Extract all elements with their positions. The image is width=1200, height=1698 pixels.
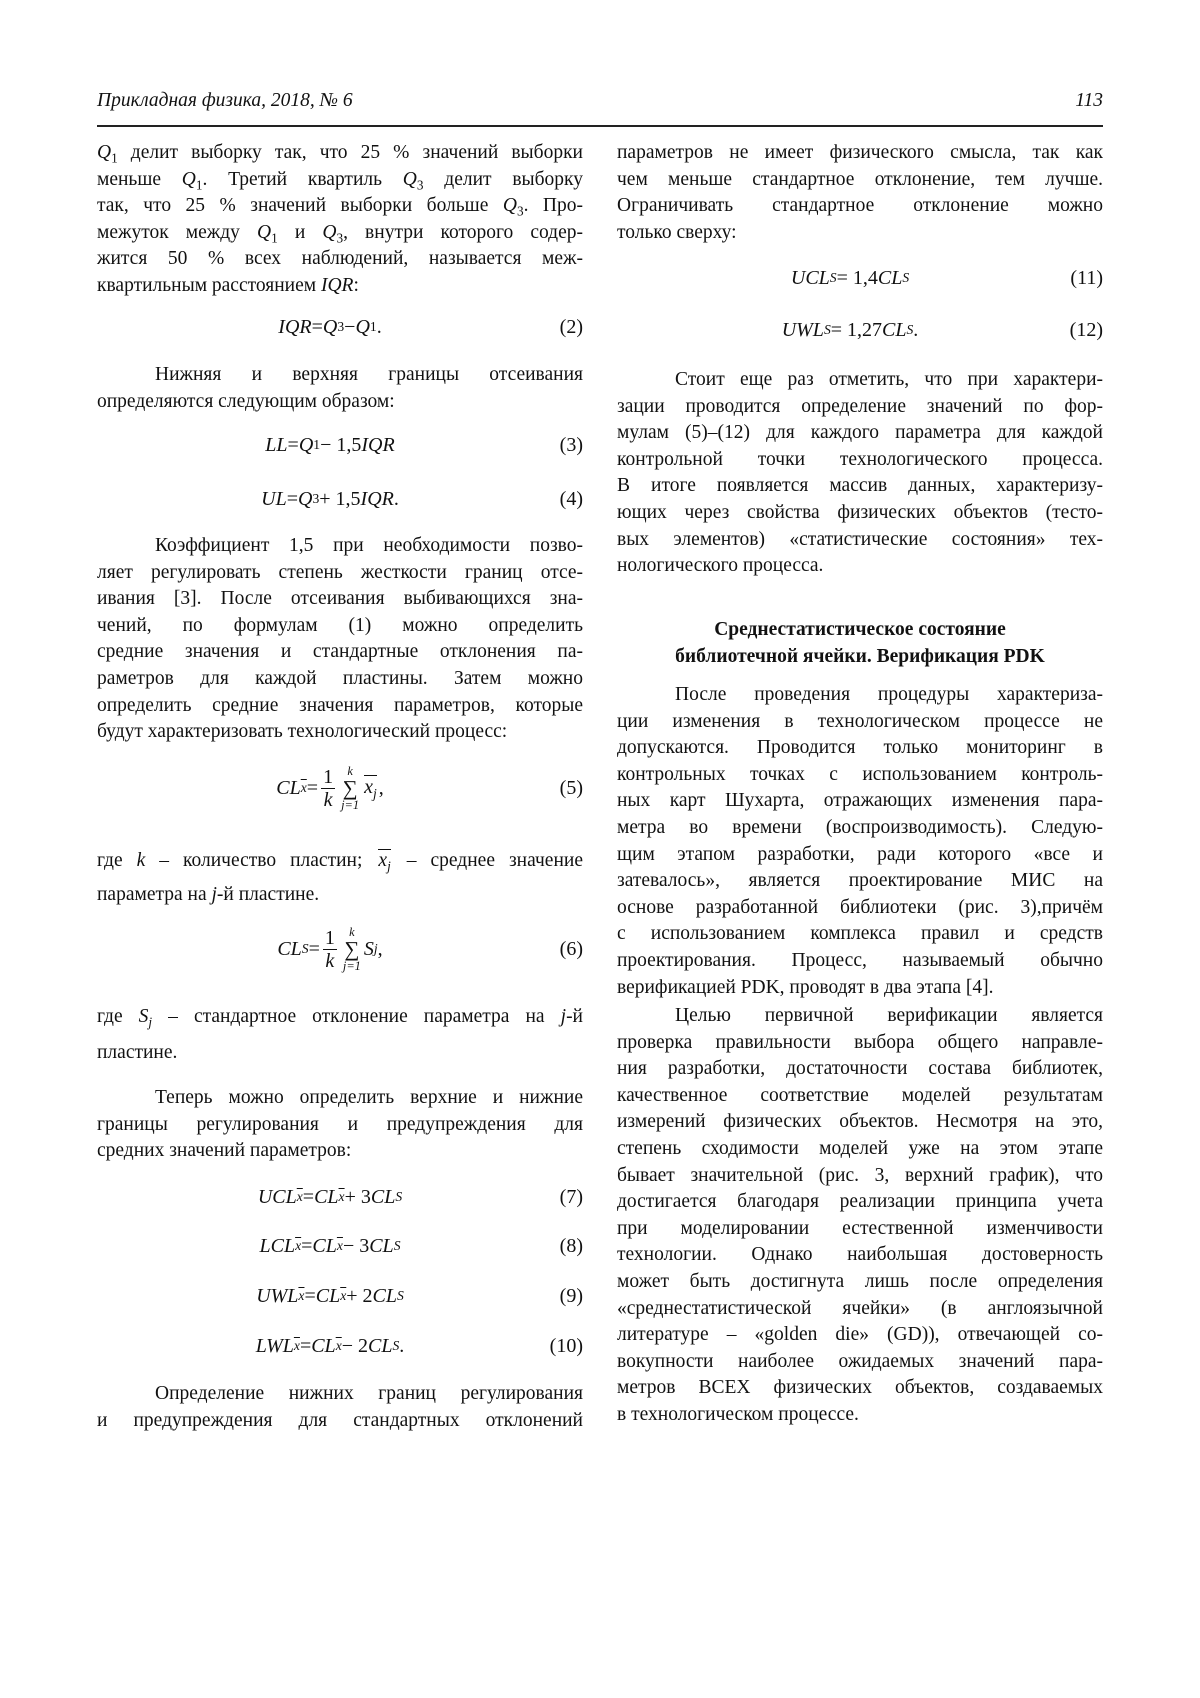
paragraph-where-k <box>97 844 583 912</box>
math-subscript-mean: x <box>336 1338 342 1354</box>
text-run: − 3 <box>343 1235 369 1258</box>
math-symbol: x <box>364 776 373 798</box>
text-line: пластине. <box>97 1035 583 1071</box>
text-line: основе разработанной библиотеки (рис. 3),причём <box>617 895 1103 922</box>
text-run: где <box>97 850 137 871</box>
math-symbol: LCL <box>260 1235 296 1258</box>
math-subscript: j <box>148 1015 152 1030</box>
equation-number: (5) <box>533 777 583 800</box>
text-line <box>97 878 583 912</box>
text-line: ляет регулировать степень жесткости границ отсе- <box>97 560 583 587</box>
math-symbol: Q <box>299 434 313 457</box>
text-line: в технологическом процессе. <box>617 1402 1103 1429</box>
math-symbol: IQR <box>321 275 354 296</box>
math-fraction <box>321 766 335 811</box>
equation-expression <box>97 488 533 511</box>
math-symbol: CL <box>277 938 301 961</box>
text-run: , <box>379 777 384 800</box>
text-line <box>97 273 583 300</box>
math-symbol: CL <box>878 267 902 290</box>
math-subscript: 1 <box>196 177 203 192</box>
text-run: + 1,5 <box>319 488 360 511</box>
text-line: границы регулирования и предупреждения для <box>97 1112 583 1139</box>
text-line: чем меньше стандартное отклонение, тем лучше. <box>617 167 1103 194</box>
text-line <box>97 220 583 247</box>
math-symbol: CL <box>312 1235 336 1258</box>
text-line: достигается благодаря реализации принципа учета <box>617 1189 1103 1216</box>
equation-number: (9) <box>533 1285 583 1308</box>
text-run: . Про- <box>524 195 583 216</box>
text-line: Определение нижних границ регулирования <box>97 1381 583 1408</box>
text-run: = 1,27 <box>831 319 882 342</box>
math-overline-mean <box>364 775 377 801</box>
sum-sigma-icon: ∑ <box>344 939 359 960</box>
equation-2 <box>97 312 583 342</box>
text-line: «среднестатистической ячейки» (в англоязычной <box>617 1296 1103 1323</box>
math-overline-mean <box>378 849 390 874</box>
text-run: = <box>304 1285 315 1308</box>
text-line: Коэффициент 1,5 при необходимости позво- <box>97 533 583 560</box>
math-subscript: S <box>830 270 837 286</box>
text-run: + 3 <box>345 1186 371 1209</box>
math-subscript: 3 <box>336 230 343 245</box>
equation-expression <box>617 319 1053 342</box>
math-subscript: S <box>302 941 309 957</box>
text-line: метров ВСЕХ физических объектов, создаваемых <box>617 1375 1103 1402</box>
equation-4 <box>97 484 583 514</box>
header-divider <box>97 125 1103 127</box>
text-run: = <box>300 1335 311 1358</box>
text-line: ных карт Шухарта, отражающих изменения пара- <box>617 788 1103 815</box>
math-sum <box>341 765 359 811</box>
equation-expression <box>617 267 1053 290</box>
math-subscript: S <box>824 322 831 338</box>
equation-number: (12) <box>1053 319 1103 342</box>
math-symbol: UWL <box>782 319 824 342</box>
math-symbol: UL <box>261 488 287 511</box>
math-subscript: 1 <box>313 437 320 453</box>
equation-6 <box>97 919 583 979</box>
fraction-denominator: k <box>323 950 336 972</box>
math-symbol: CL <box>316 1285 340 1308</box>
text-run: меньше <box>97 169 182 190</box>
equation-7 <box>97 1182 583 1212</box>
math-subscript: 3 <box>417 177 424 192</box>
math-subscript: 3 <box>312 491 319 507</box>
text-run: – среднее значение <box>393 850 583 871</box>
text-line: параметров не имеет физического смысла, так как <box>617 140 1103 167</box>
equation-5 <box>97 758 583 818</box>
text-line: определяются следующим образом: <box>97 389 583 416</box>
text-line <box>97 999 583 1035</box>
math-subscript: S <box>394 1238 401 1254</box>
text-run: так, что 25 % значений выборки больше <box>97 195 503 216</box>
text-line: допускаются. Проводится только мониторинг в <box>617 735 1103 762</box>
text-line: затевалось», является проектирование МИС на <box>617 868 1103 895</box>
text-line: мулам (5)–(12) для каждого параметра для каждой <box>617 420 1103 447</box>
equation-expression <box>97 765 533 811</box>
text-run: квартильным расстоянием <box>97 275 321 296</box>
equation-expression <box>97 1235 533 1258</box>
text-line: степень сходимости моделей уже на этом этапе <box>617 1136 1103 1163</box>
text-line: ивания [3]. После отсеивания выбивающихся зна- <box>97 586 583 613</box>
math-subscript: S <box>395 1189 402 1205</box>
text-line: бывает значительной (рис. 3, верхний график), что <box>617 1163 1103 1190</box>
math-symbol: Q <box>257 222 271 243</box>
text-line: После проведения процедуры характериза- <box>617 682 1103 709</box>
math-symbol: UCL <box>791 267 830 290</box>
equation-number: (2) <box>533 316 583 339</box>
text-line: контрольных точках с использованием контроль- <box>617 762 1103 789</box>
equation-expression <box>97 1186 533 1209</box>
math-symbol: IQR <box>278 316 311 339</box>
text-line: нологического процесса. <box>617 553 1103 580</box>
text-line: жится 50 % всех наблюдений, называется меж- <box>97 246 583 273</box>
equation-number: (8) <box>533 1235 583 1258</box>
text-line: может быть достигнута лишь после определения <box>617 1269 1103 1296</box>
math-subscript: 3 <box>517 204 524 219</box>
text-run: = 1,4 <box>837 267 878 290</box>
math-subscript-mean: x <box>337 1238 343 1254</box>
text-run: -й пластине. <box>217 884 319 905</box>
math-symbol: x <box>378 850 387 871</box>
math-symbol: CL <box>373 1285 397 1308</box>
text-line: определить средние значения параметров, которые <box>97 693 583 720</box>
math-subscript: S <box>902 270 909 286</box>
text-line: средние значения и стандартные отклонения па- <box>97 639 583 666</box>
text-run: и <box>278 222 323 243</box>
text-line: раметров для каждой пластины. Затем можно <box>97 666 583 693</box>
text-line <box>97 193 583 220</box>
page-number: 113 <box>1075 90 1103 112</box>
math-subscript-mean: x <box>297 1189 303 1205</box>
equation-9 <box>97 1281 583 1311</box>
journal-title: Прикладная физика, 2018, № 6 <box>97 90 353 112</box>
math-symbol: CL <box>882 319 906 342</box>
equation-12 <box>617 315 1103 345</box>
text-line: метра во времени (воспроизводимость). Следую- <box>617 815 1103 842</box>
equation-number: (10) <box>533 1335 583 1358</box>
math-subscript: 1 <box>271 230 278 245</box>
math-subscript-mean: x <box>301 780 307 796</box>
text-run: + 2 <box>346 1285 372 1308</box>
sum-sigma-icon: ∑ <box>343 778 358 799</box>
math-symbol: CL <box>314 1186 338 1209</box>
text-line: и предупреждения для стандартных отклонений <box>97 1408 583 1435</box>
text-line: с использованием комплекса правил и средств <box>617 921 1103 948</box>
equation-expression <box>97 1285 533 1308</box>
text-line: вых элементов) «статистические состояния» тех- <box>617 527 1103 554</box>
math-subscript-mean: x <box>295 1238 301 1254</box>
text-line: качественное соответствие моделей результатам <box>617 1083 1103 1110</box>
text-run: = <box>307 777 318 800</box>
text-run: межуток между <box>97 222 257 243</box>
math-subscript: j <box>373 786 377 801</box>
math-symbol: S <box>364 938 374 961</box>
text-run: : <box>353 275 358 296</box>
sum-lower-limit: j=1 <box>343 960 361 972</box>
text-line: средних значений параметров: <box>97 1138 583 1165</box>
math-subscript: 1 <box>370 319 377 335</box>
equation-number: (7) <box>533 1186 583 1209</box>
math-symbol: Q <box>503 195 517 216</box>
text-run: -й <box>566 1006 583 1027</box>
text-line: Теперь можно определить верхние и нижние <box>97 1085 583 1112</box>
math-subscript-mean: x <box>339 1189 345 1205</box>
text-line: ющих через свойства физических объектов (тесто- <box>617 500 1103 527</box>
paragraph-lower-bounds <box>97 1381 583 1434</box>
math-subscript: 1 <box>111 151 118 166</box>
text-line: технологии. Однако наибольшая достоверность <box>617 1242 1103 1269</box>
text-line: контрольной точки технологического процесса. <box>617 447 1103 474</box>
math-symbol: j <box>212 884 217 905</box>
text-run: = <box>312 316 323 339</box>
math-symbol: k <box>137 850 146 871</box>
math-subscript-mean: x <box>294 1338 300 1354</box>
equation-expression <box>97 434 533 457</box>
text-line: при моделировании естественной изменчивости <box>617 1216 1103 1243</box>
text-run: = <box>287 488 298 511</box>
math-subscript: j <box>387 859 391 874</box>
text-line: литературе – «golden die» (GD)), отвечающей со- <box>617 1322 1103 1349</box>
equation-11 <box>617 263 1103 293</box>
paragraph-quartiles <box>97 140 583 300</box>
text-run: – количество пластин; <box>145 850 376 871</box>
math-subscript-mean: x <box>340 1288 346 1304</box>
text-line: Целью первичной верификации является <box>617 1003 1103 1030</box>
equation-expression <box>97 1335 533 1358</box>
math-symbol: Q <box>323 316 337 339</box>
equation-number: (11) <box>1053 267 1103 290</box>
equation-8 <box>97 1231 583 1261</box>
equation-10 <box>97 1331 583 1361</box>
text-line: верификацией PDK, проводят в два этапа [4]. <box>617 975 1103 1002</box>
math-symbol: Q <box>322 222 336 243</box>
math-symbol: Q <box>182 169 196 190</box>
text-run: параметра на <box>97 884 212 905</box>
text-line: Ограничивать стандартное отклонение можно <box>617 193 1103 220</box>
equation-number: (6) <box>533 938 583 961</box>
math-symbol: IQR <box>361 434 394 457</box>
math-fraction <box>323 927 337 972</box>
math-symbol: Q <box>298 488 312 511</box>
math-subscript: 3 <box>337 319 344 335</box>
text-run: = <box>288 434 299 457</box>
text-run: . <box>399 1335 404 1358</box>
math-symbol: LWL <box>256 1335 294 1358</box>
text-run: , <box>378 938 383 961</box>
text-run: , внутри которого содер- <box>343 222 583 243</box>
math-symbol: Q <box>97 142 111 163</box>
paragraph-monitoring <box>617 682 1103 1001</box>
paragraph-characterization <box>617 367 1103 580</box>
equation-3 <box>97 430 583 460</box>
text-run: делит выборку <box>424 169 583 190</box>
paragraph-bounds <box>97 362 583 415</box>
text-line: чений, по формулам (1) можно определить <box>97 613 583 640</box>
text-run: где <box>97 1006 139 1027</box>
math-subscript: j <box>374 941 378 957</box>
text-line: ния разработки, достаточности состава библиотек, <box>617 1056 1103 1083</box>
math-symbol: LL <box>265 434 287 457</box>
text-line: Среднестатистическое состояние <box>617 617 1103 644</box>
text-run: = <box>301 1235 312 1258</box>
text-line <box>97 167 583 194</box>
text-line: щим этапом разработки, ради которого «все и <box>617 842 1103 869</box>
text-run: − <box>344 316 355 339</box>
math-symbol: CL <box>369 1235 393 1258</box>
math-subscript: S <box>397 1288 404 1304</box>
sum-upper-limit: k <box>349 926 355 938</box>
text-run: − 1,5 <box>320 434 361 457</box>
text-line: будут характеризовать технологический процесс: <box>97 719 583 746</box>
paragraph-where-s <box>97 999 583 1071</box>
text-run: . <box>394 488 399 511</box>
math-symbol: Q <box>355 316 369 339</box>
text-line: только сверху: <box>617 220 1103 247</box>
text-line: Стоит еще раз отметить, что при характери- <box>617 367 1103 394</box>
text-line: измерений физических объектов. Несмотря на это, <box>617 1109 1103 1136</box>
math-symbol: j <box>561 1006 566 1027</box>
fraction-denominator: k <box>322 789 335 811</box>
text-line: библиотечной ячейки. Верификация PDK <box>617 644 1103 671</box>
sum-lower-limit: j=1 <box>341 799 359 811</box>
math-subscript: S <box>392 1338 399 1354</box>
text-run: . <box>377 316 382 339</box>
fraction-numerator: 1 <box>321 766 335 789</box>
paragraph-verification <box>617 1003 1103 1429</box>
equation-number: (4) <box>533 488 583 511</box>
paragraph-control-limits <box>97 1085 583 1165</box>
equation-number: (3) <box>533 434 583 457</box>
math-symbol: CL <box>276 777 300 800</box>
text-line: ции изменения в технологическом процессе не <box>617 709 1103 736</box>
sum-upper-limit: k <box>347 765 353 777</box>
paragraph-coefficient <box>97 533 583 746</box>
text-run: – стандартное отклонение параметра на <box>152 1006 561 1027</box>
text-run: = <box>303 1186 314 1209</box>
text-line <box>97 844 583 878</box>
text-run: . <box>913 319 918 342</box>
math-subscript: S <box>906 322 913 338</box>
text-line <box>97 140 583 167</box>
paragraph-std-upper <box>617 140 1103 246</box>
text-run: − 2 <box>342 1335 368 1358</box>
math-symbol: CL <box>311 1335 335 1358</box>
text-run: . Третий квартиль <box>202 169 402 190</box>
math-symbol: UWL <box>256 1285 298 1308</box>
text-line: проверка правильности выбора общего направле- <box>617 1030 1103 1057</box>
text-line: зации проводится определение значений по фор- <box>617 394 1103 421</box>
math-symbol: S <box>139 1006 149 1027</box>
text-line: В итоге появляется массив данных, характеризу- <box>617 473 1103 500</box>
text-line: вокупности наиболее ожидаемых значений пара- <box>617 1349 1103 1376</box>
text-line: проектирования. Процесс, называемый обычно <box>617 948 1103 975</box>
math-subscript-mean: x <box>298 1288 304 1304</box>
equation-expression <box>97 316 533 339</box>
fraction-numerator: 1 <box>323 927 337 950</box>
math-symbol: CL <box>368 1335 392 1358</box>
equation-expression <box>97 926 533 972</box>
math-sum <box>343 926 361 972</box>
text-run: делит выборку так, что 25 % значений выборки <box>118 142 583 163</box>
text-run: = <box>309 938 320 961</box>
math-symbol: UCL <box>258 1186 297 1209</box>
math-symbol: CL <box>371 1186 395 1209</box>
text-line: Нижняя и верхняя границы отсеивания <box>97 362 583 389</box>
section-heading <box>617 617 1103 670</box>
math-symbol: IQR <box>361 488 394 511</box>
math-symbol: Q <box>403 169 417 190</box>
